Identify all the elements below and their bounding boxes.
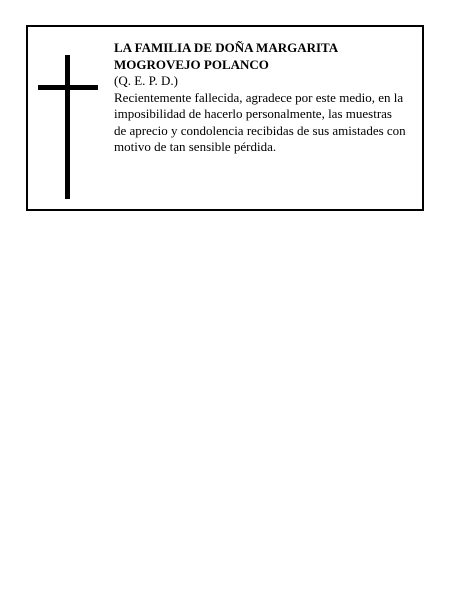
rip-abbreviation: (Q. E. P. D.): [114, 73, 178, 88]
cross-horizontal-bar: [38, 85, 98, 90]
obituary-notice: [26, 25, 424, 211]
cross-vertical-bar: [65, 55, 70, 199]
cross-icon: [38, 55, 98, 199]
gratitude-message: Recientemente fallecida, agradece por este medio, en la imposibilidad de hacerlo personalmente, las muestras de aprecio y condolencia recibidas de sus amistades con motivo de tan sensible pérdida.: [114, 89, 406, 154]
notice-text: [114, 40, 426, 156]
deceased-name: LA FAMILIA DE DOÑA MARGARITA MOGROVEJO POLANCO: [114, 40, 339, 72]
